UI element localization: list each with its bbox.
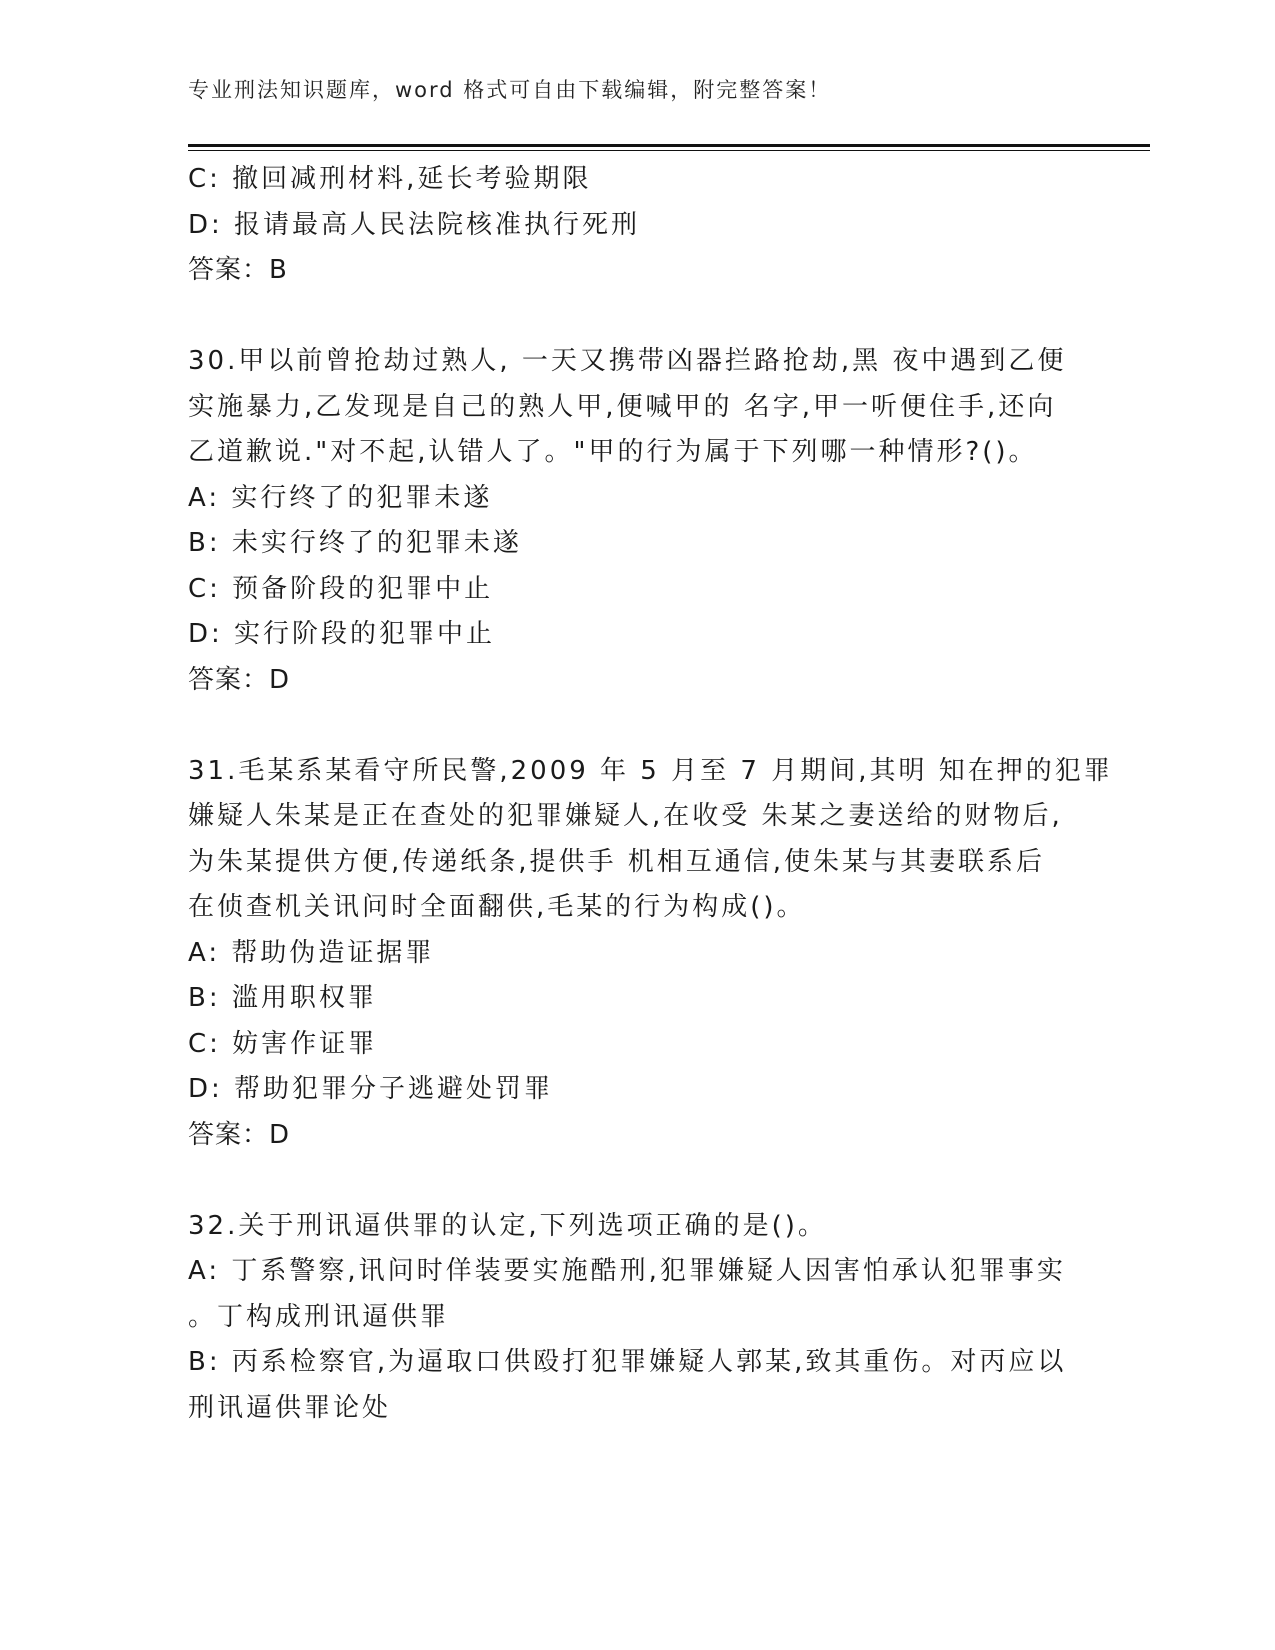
question-30-answer: 答案：D	[188, 664, 291, 695]
question-31-stem-line: 为朱某提供方便,传递纸条,提供手 机相互通信,使朱某与其妻联系后	[188, 846, 1046, 877]
spacer	[188, 294, 1088, 340]
question-30-option-a: A: 实行终了的犯罪未遂	[188, 482, 493, 513]
spacer	[188, 1158, 1088, 1204]
question-30-option-b: B: 未实行终了的犯罪未遂	[188, 528, 522, 558]
page-header: 专业刑法知识题库，word 格式可自由下载编辑，附完整答案！	[188, 78, 832, 102]
header-divider-thick	[188, 144, 1150, 147]
question-31-answer: 答案：D	[188, 1119, 291, 1150]
question-31-option-b: B: 滥用职权罪	[188, 983, 377, 1013]
question-32-option-b-cont: 刑讯逼供罪论处	[188, 1392, 392, 1423]
question-32-option-a-cont: 。丁构成刑讯逼供罪	[188, 1301, 450, 1332]
question-31-option-c: C: 妨害作证罪	[188, 1028, 378, 1059]
header-divider-thin	[188, 150, 1150, 151]
question-31-option-a: A: 帮助伪造证据罪	[188, 937, 435, 968]
question-32-option-a: A: 丁系警察,讯问时佯装要实施酷刑,犯罪嫌疑人因害怕承认犯罪事实	[188, 1256, 1066, 1286]
question-31-option-d: D: 帮助犯罪分子逃避处罚罪	[188, 1074, 554, 1104]
question-32-stem-line: 32.关于刑讯逼供罪的认定,下列选项正确的是()。	[188, 1210, 827, 1241]
question-30-stem-line: 乙道歉说."对不起,认错人了。"甲的行为属于下列哪一种情形?()。	[188, 437, 1038, 467]
spacer	[188, 703, 1088, 749]
option-c: C: 撤回减刑材料,延长考验期限	[188, 164, 592, 194]
answer-line: 答案：B	[188, 255, 288, 285]
question-content	[188, 157, 1113, 1431]
question-30-option-d: D: 实行阶段的犯罪中止	[188, 619, 496, 649]
question-31-stem-line: 在侦查机关讯问时全面翻供,毛某的行为构成()。	[188, 892, 806, 922]
question-30-stem-line: 30.甲以前曾抢劫过熟人, 一天又携带凶器拦路抢劫,黑 夜中遇到乙便	[188, 346, 1067, 376]
question-30-option-c: C: 预备阶段的犯罪中止	[188, 573, 494, 604]
question-31-stem-line: 嫌疑人朱某是正在查处的犯罪嫌疑人,在收受 朱某之妻送给的财物后,	[188, 801, 1063, 831]
question-30-stem-line: 实施暴力,乙发现是自己的熟人甲,便喊甲的 名字,甲一听便住手,还向	[188, 391, 1057, 422]
question-31-stem-line: 31.毛某系某看守所民警,2009 年 5 月至 7 月期间,其明 知在押的犯罪	[188, 755, 1113, 786]
question-32-option-b: B: 丙系检察官,为逼取口供殴打犯罪嫌疑人郭某,致其重伤。对丙应以	[188, 1347, 1067, 1377]
option-d: D: 报请最高人民法院核准执行死刑	[188, 209, 641, 240]
